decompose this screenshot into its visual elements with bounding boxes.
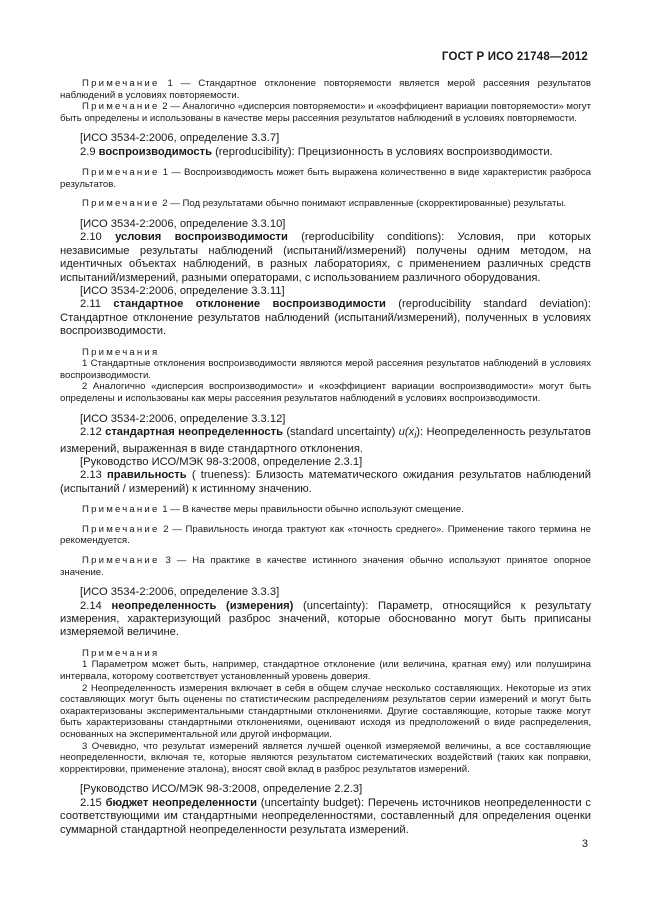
term: воспроизводимость [98,145,212,158]
notes-heading: Примечания [82,647,160,659]
note-label: Примечание [82,101,160,113]
note-repeatability-1: Примечание 1 — Стандартное отклонение повторяемости является мерой рассеяния результатов наблюдений в условиях повторяемости. [60,78,591,101]
note-item: 2 Неопределенность измерения включает в себя в общем случае несколько составляющих. Некоторые из этих составляющих могут быть оценены по статистическим распределениям результатов серии измерений и могут быть охарактеризованы экспериментальными стандартными отклонениями. Другие составляющие, которые также могут быть характеризованы стандартными отклонениями, оценивают исходя из предположений о виде распределения, основанных на экспериментальной или другой информации. [60,682,591,741]
notes-heading: Примечания [82,346,160,358]
note-label: Примечание [82,523,160,535]
term: стандартная неопределенность [105,426,283,438]
reference: [ИСО 3534-2:2006, определение 3.3.3] [80,586,280,599]
note-item: 2 Аналогично «дисперсия воспроизводимости» и «коэффициент вариации воспроизводимости» могут быть определены и использованы как меры рассеяния результатов наблюдений в условиях воспроизводимости. [60,381,591,404]
reference: [ИСО 3534-2:2006, определение 3.3.10] [80,217,286,230]
note-reproducibility-2: Примечание 2 — Под результатами обычно понимают исправленные (скорректированные) результаты. [82,198,567,210]
definition-2-14: 2.14 неопределенность (измерения) (uncertainty): Параметр, относящийся к результату измерения, характеризующий разброс значений, которые обоснованно могут быть приписаны измеряемой величине. [60,599,591,639]
reference: [Руководство ИСО/МЭК 98-3:2008, определение 2.3.1] [80,456,363,469]
definition-2-9: 2.9 воспроизводимость (reproducibility): Прецизионность в условиях воспроизводимости. [80,145,553,158]
note-label: Примечание [82,198,160,210]
note-item: 1 Стандартные отклонения воспроизводимости являются мерой рассеяния результатов наблюдений в условиях воспроизводимости. [60,358,591,381]
note-trueness-1: Примечание 1 — В качестве меры правильности обычно используют смещение. [82,504,464,516]
formula: $u(x_i$ [398,426,417,441]
definition-2-10: 2.10 условия воспроизводимости (reproducibility conditions): Условия, при которых независимые результаты наблюдений (испытаний/измерений) получены одним методом, на идентичных объектах наблюдений, в разных лабораториях, с применением различных средств испытаний/измерений, разными операторами, с использованием различного оборудования. [60,231,591,284]
note-label: Примечание [82,78,160,89]
note-label: Примечание [82,504,160,516]
page-content [60,78,591,837]
reference: [Руководство ИСО/МЭК 98-3:2008, определение 2.2.3] [80,783,363,796]
term: правильность [107,469,187,482]
term: стандартное отклонение воспроизводимости [113,298,386,311]
note-reproducibility-1: Примечание 1 — Воспроизводимость может быть выражена количественно в виде характеристик разброса результатов. [60,167,591,190]
term: условия воспроизводимости [115,231,288,244]
document-header: ГОСТ Р ИСО 21748—2012 [441,51,588,63]
reference: [ИСО 3534-2:2006, определение 3.3.11] [80,285,285,297]
page-number: 3 [581,838,588,850]
definition-2-11: 2.11 стандартное отклонение воспроизводимости (reproducibility standard deviation): Стандартное отклонение результатов наблюдений (испытаний/измерений), полученных в условиях воспроизводимости. [60,298,591,338]
term: бюджет неопределенности [105,796,258,809]
note-trueness-3: Примечание 3 — На практике в качестве истинного значения обычно используют принятое опорное значение. [60,555,591,578]
note-trueness-2: Примечание 2 — Правильность иногда трактуют как «точность среднего». Применение такого термина не рекомендуется. [60,523,591,547]
note-item: 1 Параметром может быть, например, стандартное отклонение (или величина, кратная ему) или полуширина интервала, которому соответствует установленный уровень доверия. [60,659,591,683]
definition-2-15: 2.15 бюджет неопределенности (uncertainty budget): Перечень источников неопределенности с соответствующими им стандартными неопределенностями, составленный для определения оценки суммарной стандартной неопределенности результата измерений. [60,796,591,836]
term: неопределенность (измерения) [111,599,294,612]
note-label: Примечание [82,167,160,179]
note-repeatability-2: Примечание 2 — Аналогично «дисперсия повторяемости» и «коэффициент вариации повторяемости» могут быть определены и использованы в качестве меры рассеяния результатов наблюдений в условиях повторяемости. [60,101,591,124]
reference: [ИСО 3534-2:2006, определение 3.3.12] [80,412,286,425]
reference: [ИСО 3534-2:2006, определение 3.3.7] [80,132,280,145]
note-label: Примечание [82,555,160,567]
definition-2-13: 2.13 правильность ( trueness): Близость математического ожидания результатов наблюдений (испытаний / измерений) к истинному значению. [60,469,591,495]
definition-2-12: 2.12 стандартная неопределенность (standard uncertainty) $u(x_i)$: Неопределенность результатов измерений, выраженная в виде стандартного отклонения. [60,426,591,455]
note-item: 3 Очевидно, что результат измерений является лучшей оценкой измеряемой величины, а все составляющие неопределенности, включая те, которые являются результатом систематических воздействий (таких как поправки, корректировки, применение эталона), вносят свой вклад в разброс результатов измерений. [60,740,591,775]
